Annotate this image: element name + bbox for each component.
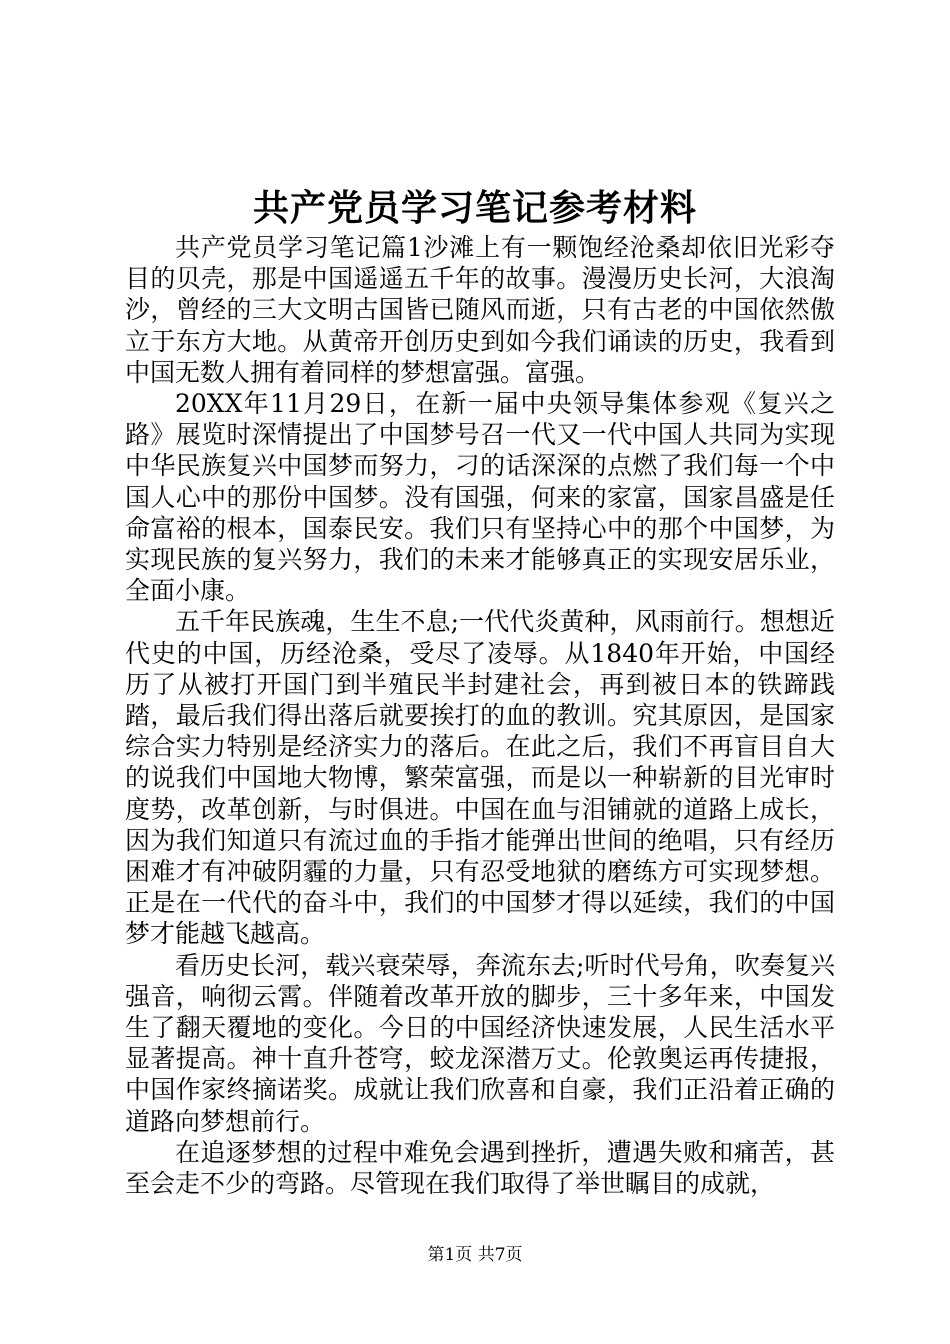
paragraph: 共产党员学习笔记篇1沙滩上有一颗饱经沧桑却依旧光彩夺目的贝壳，那是中国遥遥五千年的故事。漫漫历史长河，大浪淘沙，曾经的三大文明古国皆已随风而逝，只有古老的中国依然傲立于东方大地。从黄帝开创历史到如今我们诵读的历史，我看到中国无数人拥有着同样的梦想富强。富强。 bbox=[125, 233, 835, 387]
document-title: 共产党员学习笔记参考材料 bbox=[252, 187, 697, 229]
paragraph: 五千年民族魂，生生不息;一代代炎黄种，风雨前行。想想近代史的中国，历经沧桑，受尽了凌辱。从1840年开始，中国经历了从被打开国门到半殖民半封建社会，再到被日本的铁蹄践踏，最后我们得出落后就要挨打的血的教训。究其原因，是国家综合实力特别是经济实力的落后。在此之后，我们不再盲目自大的说我们中国地大物博，繁荣富强，而是以一种崭新的目光审时度势，改革创新，与时俱进。中国在血与泪铺就的道路上成长，因为我们知道只有流过血的手指才能弹出世间的绝唱，只有经历困难才有冲破阴霾的力量，只有忍受地狱的磨练方可实现梦想。正是在一代代的奋斗中，我们的中国梦才得以延续，我们的中国梦才能越飞越高。 bbox=[125, 607, 835, 949]
paragraph: 20XX年11月29日，在新一届中央领导集体参观《复兴之路》展览时深情提出了中国梦号召一代又一代中国人共同为实现中华民族复兴中国梦而努力，刁的话深深的点燃了我们每一个中国人心中的那份中国梦。没有国强，何来的家富，国家昌盛是任命富裕的根本，国泰民安。我们只有坚持心中的那个中国梦，为实现民族的复兴努力，我们的未来才能够真正的实现安居乐业，全面小康。 bbox=[125, 389, 835, 606]
page-footer: 第1页 共7页 bbox=[427, 1245, 523, 1265]
paragraph: 在追逐梦想的过程中难免会遇到挫折，遭遇失败和痛苦，甚至会走不少的弯路。尽管现在我们取得了举世瞩目的成就， bbox=[125, 1137, 835, 1199]
paragraph: 看历史长河，载兴衰荣辱，奔流东去;听时代号角，吹奏复兴强音，响彻云霄。伴随着改革开放的脚步，三十多年来，中国发生了翻天覆地的变化。今日的中国经济快速发展，人民生活水平显著提高。神十直升苍穹，蛟龙深潜万丈。伦敦奥运再传捷报，中国作家终摘诺奖。成就让我们欣喜和自豪，我们正沿着正确的道路向梦想前行。 bbox=[125, 950, 835, 1136]
document-body bbox=[125, 232, 835, 1199]
